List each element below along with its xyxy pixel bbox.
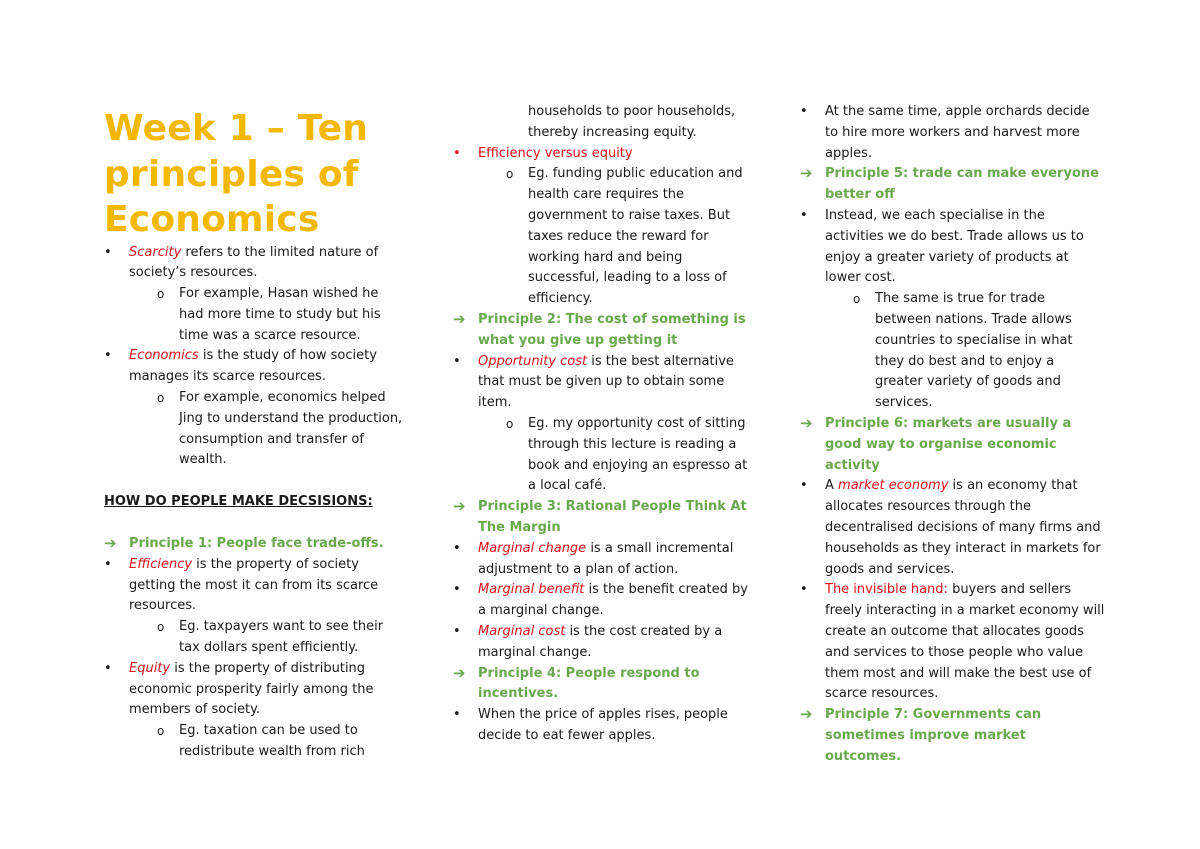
arrow-right-icon: ➔ [800,413,813,432]
arrow-right-icon: ➔ [800,705,813,724]
definition-scarcity: refers to the limited nature of society’s resources. [129,244,379,281]
principle-6 [800,414,1105,476]
definition-marginal-cost: is the cost created by a marginal change. [478,623,723,660]
principle-2-text: Principle 2: The cost of something is what you give up getting it [478,311,746,348]
arrow-right-icon: ➔ [104,534,117,553]
list-item-orchards [800,102,1105,164]
apples-text: When the price of apples rises, people decide to eat fewer apples. [478,707,728,743]
bullet-icon: • [104,244,112,260]
principle-5-text: Principle 5: trade can make everyone better off [825,166,1099,203]
arrow-right-icon: ➔ [453,663,466,682]
arrow-right-icon: ➔ [800,164,813,183]
principle-2 [453,310,755,352]
definition-opportunity-cost: is the best alternative that must be given up to obtain some item. [478,353,734,411]
list-item-marginal-change [453,539,755,581]
sub-bullet-icon: o [506,167,514,182]
definition-marginal-change: is a small incremental adjustment to a plan of action. [478,540,734,577]
list-item-scarcity-example [104,284,404,346]
sub-bullet-icon: o [157,724,165,739]
specialise-text: Instead, we each specialise in the activities we do best. Trade allows us to enjoy a greater variety of products at lower cost. [825,207,1084,286]
principle-7-text: Principle 7: Governments can sometimes improve market outcomes. [825,707,1042,764]
term-economics: Economics [129,348,199,364]
bullet-icon: • [800,207,808,223]
term-scarcity: Scarcity [129,244,182,260]
list-item-equity-example [104,721,404,763]
list-item-efficiency-vs-equity-example [453,164,755,310]
principle-5 [800,164,1105,206]
list-item-efficiency-example [104,617,404,659]
bullet-icon: • [800,582,808,598]
principle-4-text: Principle 4: People respond to incentives. [478,665,700,702]
definition-efficiency: is the property of society getting the most it can from its scarce resources. [129,556,379,614]
sub-bullet-icon: o [157,287,165,302]
definition-market-economy: is an economy that allocates resources through the decentralised decisions of many firms and households as they interact in markets for goods and services. [825,478,1101,577]
column-1 [104,106,404,763]
list-item-market-economy [800,476,1105,580]
nations-text: The same is true for trade between nations. Trade allows countries to specialise in what they do best and to enjoy a greater variety of goods and services. [875,291,1073,411]
bullet-icon: • [453,145,461,161]
arrow-right-icon: ➔ [453,309,466,328]
principle-1-text: Principle 1: People face trade-offs. [129,536,384,552]
term-marginal-cost: Marginal cost [478,623,566,639]
definition-economics: is the study of how society manages its scarce resources. [129,348,377,385]
bullet-icon: • [800,104,808,119]
list-item-apples [453,705,755,747]
arrow-right-icon: ➔ [453,497,466,516]
section-heading: HOW DO PEOPLE MAKE DECSISIONS: [104,494,373,510]
column-3 [800,102,1105,768]
sub-bullet-icon: o [853,292,861,307]
principle-1 [104,534,404,555]
example-text: Eg. taxation can be used to redistribute wealth from rich [179,723,365,760]
column-2 [453,102,755,747]
list-item-invisible-hand [800,580,1105,705]
term-opportunity-cost: Opportunity cost [478,353,588,369]
definition-invisible-hand: buyers and sellers freely interacting in a market economy will create an outcome that allocates goods and services to those people who value them most and will make the best use of scarce resources. [825,582,1105,702]
sub-bullet-icon: o [157,620,165,635]
bullet-icon: • [800,478,808,494]
example-text: Eg. my opportunity cost of sitting through this lecture is reading a book and enjoying an espresso at a local café. [528,415,748,494]
term-marginal-benefit: Marginal benefit [478,582,585,598]
term-efficiency: Efficiency [129,556,193,572]
bullet-icon: • [453,540,461,556]
list-item-marginal-cost [453,622,755,664]
orchards-text: At the same time, apple orchards decide to hire more workers and harvest more apples. [825,104,1090,161]
term-invisible-hand: The invisible hand: [825,582,948,598]
list-item-opportunity-cost [453,352,755,414]
principle-6-text: Principle 6: markets are usually a good way to organise economic activity [825,415,1072,473]
term-market-economy: market economy [838,478,949,494]
list-item-nations [800,289,1105,414]
sub-bullet-icon: o [506,416,514,431]
bullet-icon: • [104,556,112,572]
sub-bullet-icon: o [157,391,165,406]
list-item-marginal-benefit [453,580,755,622]
efficiency-vs-equity-text: Efficiency versus equity [478,145,633,161]
bullet-icon: • [104,660,112,676]
page-title: Week 1 – Ten principles of Economics [104,108,369,240]
example-text: Eg. taxpayers want to see their tax dollars spent efficiently. [179,619,384,656]
bullet-icon: • [453,353,461,369]
list-item-equity-example-continued: households to poor households, thereby increasing equity. [528,104,736,140]
list-item-economics-example [104,388,404,471]
definition-equity: is the property of distributing economic prosperity fairly among the members of society. [129,660,374,718]
bullet-icon: • [453,582,461,598]
example-text: For example, Hasan wished he had more time to study but his time was a scarce resource. [179,286,381,343]
principle-3-text: Principle 3: Rational People Think At The Margin [478,499,747,535]
example-text: Eg. funding public education and health care requires the government to raise taxes. But taxes reduce the reward for working hard and being successful, leading to a loss of efficiency. [528,166,743,307]
definition-marginal-benefit: is the benefit created by a marginal change. [478,582,748,619]
example-text: For example, economics helped Jing to understand the production, consumption and transfer of wealth. [179,390,403,468]
principle-7 [800,705,1105,767]
market-prefix: A [825,478,839,494]
term-equity: Equity [129,660,171,676]
bullet-icon: • [104,348,112,364]
list-item-scarcity [104,243,404,285]
bullet-icon: • [453,707,461,723]
list-item-opportunity-example [453,414,755,497]
list-item-equity [104,659,404,721]
principle-4 [453,664,755,706]
term-marginal-change: Marginal change [478,540,587,556]
principle-3 [453,497,755,539]
list-item-efficiency-vs-equity [453,144,755,165]
list-item-efficiency [104,555,404,617]
list-item-specialise [800,206,1105,289]
bullet-icon: • [453,623,461,639]
list-item-economics [104,346,404,388]
